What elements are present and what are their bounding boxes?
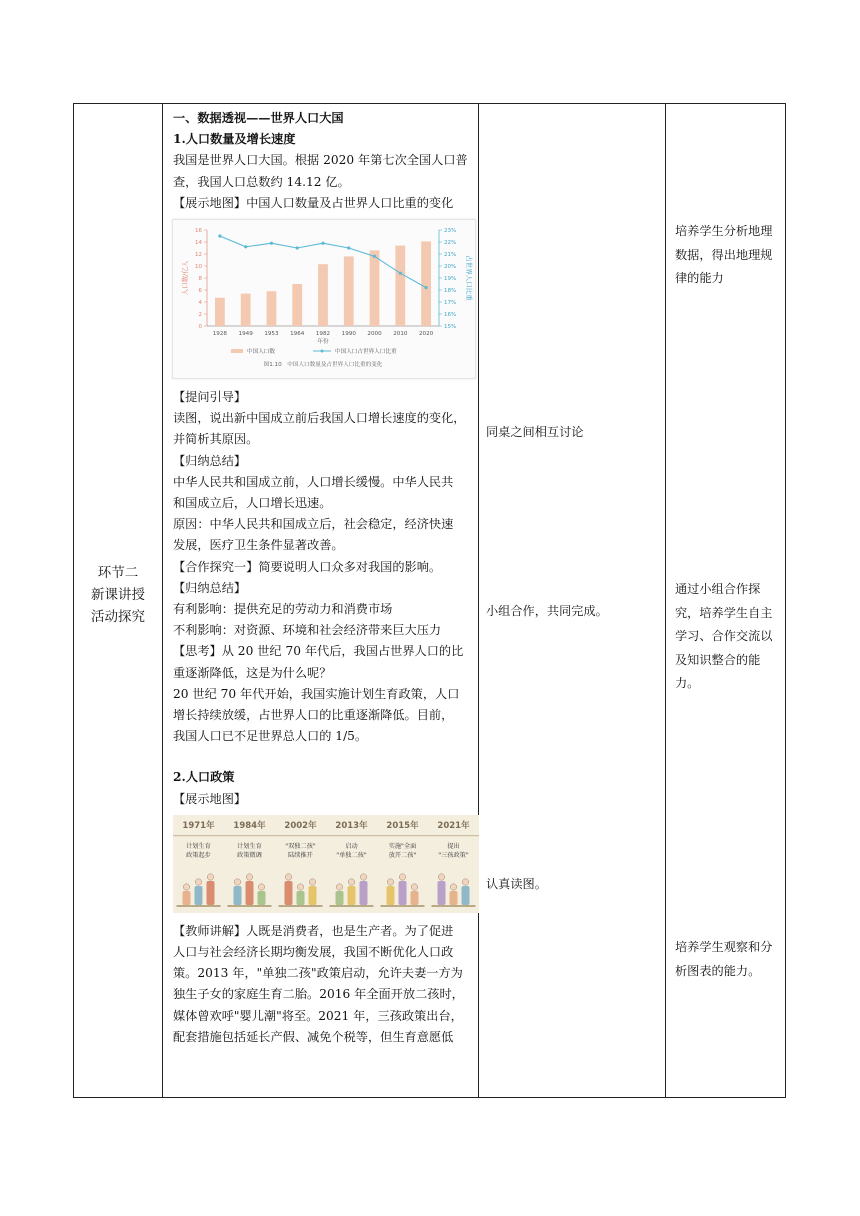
column-divider [162,104,163,1097]
illustration-person-head [195,879,201,885]
line-point [270,242,273,245]
timeline-label: "单独二孩" [336,851,367,859]
line-point [347,246,350,249]
question-line: 读图，说出新中国成立前后我国人口增长速度的变化， [173,411,466,426]
illustration-person-head [411,884,417,890]
illustration-person-head [462,879,468,885]
illustration-person-body [462,886,470,905]
y2-tick-label: 23% [444,228,457,235]
timeline-label: 实施"全面 [388,842,417,850]
illustration-person-body [297,891,305,905]
line-point [425,286,428,289]
y-tick-label: 12 [195,252,202,259]
legend-swatch-bars [231,349,243,353]
illustration-person-head [309,879,315,885]
illustration-person-body [360,881,368,905]
think-text: 从 20 世纪 70 年代后，我国占世界人口的比 [221,644,464,659]
student-activity: 认真读图。 [486,877,547,891]
timeline-label: 政策起步 [186,851,211,859]
y-tick-label: 2 [198,312,202,319]
timeline-label: 计划生育 [237,842,262,850]
bar [292,284,302,326]
column-divider [478,104,479,1097]
timeline-year: 2015年 [386,820,419,831]
timeline-rule [173,835,479,836]
bar [370,250,380,326]
summary-line: 中华人民共和国成立前，人口增长缓慢。中华人民共 [173,474,454,489]
y2-tick-label: 20% [444,264,457,271]
illustration-ground [432,905,476,907]
y-tick-label: 6 [198,288,202,295]
answer-line: 20 世纪 70 年代开始，我国实施计划生育政策，人口 [173,686,460,701]
show-map-label: 【展示地图】中国人口数量及占世界人口比重的变化 [173,195,454,210]
show-map-label: 【展示地图】 [173,791,247,806]
teacher-line: 策。2013 年，"单独二孩"政策启动，允许夫妻一方为 [173,966,463,981]
illustration-person-body [387,886,395,905]
illustration-person-head [297,884,303,890]
illustration-person-head [285,874,291,880]
bar [395,246,405,326]
y-tick-label: 14 [195,240,202,247]
illustration-person-body [246,881,254,905]
timeline-background [173,815,479,913]
illustration-person-body [309,886,317,905]
line-point [373,255,376,258]
illustration-ground [330,905,374,907]
timeline-label: "双独二孩" [285,842,316,850]
illustration-person-body [438,881,446,905]
legend-swatch-point [321,350,324,353]
illustration-person-body [399,881,407,905]
illustration-ground [177,905,221,907]
illustration-person-body [207,881,215,905]
timeline-year: 1971年 [182,820,215,831]
illustration-person-head [348,879,354,885]
illustration-person-head [336,884,342,890]
y2-tick-label: 17% [444,300,457,307]
timeline-year: 1984年 [233,820,266,831]
line-point [296,246,299,249]
line-point [244,245,247,248]
summary-line: 原因：中华人民共和国成立后，社会稳定，经济快速 [173,517,454,532]
illustration-person-body [411,891,419,905]
timeline-year: 2002年 [284,820,317,831]
bar [344,256,354,326]
x-tick-label: 1964 [290,331,305,338]
illustration-person-head [246,874,252,880]
x-tick-label: 1953 [264,331,279,338]
question-label: 【提问引导】 [173,390,247,405]
think-label: 【思考】 [173,644,222,659]
summary-label: 【归纳总结】 [173,580,247,595]
summary-line: 和国成立后，人口增长迅速。 [173,496,332,511]
teacher-line: 配套措施包括延长产假、减免个税等，但生育意愿低 [173,1029,454,1044]
sub-heading: 2.人口政策 [173,770,235,785]
illustration-person-body [183,891,191,905]
x-tick-label: 1949 [238,331,253,338]
policy-timeline [173,815,479,913]
illustration-person-body [348,886,356,905]
teacher-line: 媒体曾欢呼"婴儿潮"将至。2021 年，三孩政策出台， [173,1008,463,1023]
legend-label: 中国人口占世界人口比重 [335,349,397,356]
design-intent: 培养学生分析地理 数据，得出地理规 律的能力 [675,224,773,285]
summary-label: 【归纳总结】 [173,453,247,468]
illustration-person-head [387,879,393,885]
chart-caption: 图1.10 中国人口数量及占世界人口比重的变化 [263,362,383,369]
column-divider [665,104,666,1097]
think-line: 重逐渐降低，这是为什么呢？ [173,665,332,680]
teaching-content [173,108,473,1048]
illustration-person-body [450,891,458,905]
legend-label: 中国人口数 [247,349,275,356]
illustration-person-head [438,874,444,880]
coop-label: 【合作探究一】 [173,559,259,574]
timeline-label: 提出 [447,842,460,850]
timeline-label: 放开二孩" [388,851,417,859]
answer-line: 增长持续放缓，占世界人口的比重逐渐降低。目前， [173,708,454,723]
timeline-year: 2013年 [335,820,368,831]
x-axis-label: 年份 [317,339,329,346]
coop-line [173,557,473,578]
illustration-person-body [336,891,344,905]
x-tick-label: 1928 [212,331,228,338]
coop-text: 简要说明人口众多对我国的影响。 [258,559,442,574]
x-tick-label: 2000 [367,331,382,338]
y2-tick-label: 15% [444,324,457,331]
lesson-plan-table [73,103,786,1098]
y2-tick-label: 21% [444,252,457,259]
y2-axis-label: 占世界人口比重 [465,255,473,301]
bar [267,291,277,326]
y-tick-label: 0 [198,324,202,331]
design-intent: 培养学生观察和分 析图表的能力。 [675,940,773,978]
bar [215,298,225,326]
line-point [399,272,402,275]
population-chart [172,219,476,379]
teacher-label: 【教师讲解】 [173,923,247,938]
bar [421,241,431,326]
x-tick-label: 1982 [315,331,331,338]
illustration-ground [381,905,425,907]
timeline-label: 政策微调 [237,851,262,859]
answer-line: 我国人口已不足世界总人口的 1/5。 [173,729,368,744]
student-activity: 小组合作，共同完成。 [486,604,608,618]
illustration-person-head [207,874,213,880]
y2-tick-label: 22% [444,240,457,247]
teacher-line: 独生子女的家庭生育二胎。2016 年全面开放二孩时， [173,987,464,1002]
illustration-person-head [258,884,264,890]
think-line [173,641,473,662]
summary-line: 不利影响：对资源、环境和社会经济带来巨大压力 [173,623,442,638]
illustration-person-body [285,881,293,905]
question-line: 并简析其原因。 [173,432,259,447]
x-tick-label: 2020 [418,331,434,338]
illustration-person-head [450,884,456,890]
teacher-line: 人口与社会经济长期均衡发展，我国不断优化人口政 [173,945,454,960]
y-tick-label: 10 [195,264,202,271]
summary-line: 有利影响：提供充足的劳动力和消费市场 [173,602,393,617]
y2-tick-label: 18% [444,288,457,295]
illustration-person-body [195,886,203,905]
intro-line: 查，我国人口总数约 14.12 亿。 [173,174,350,189]
intro-line: 我国是世界人口大国。根据 2020 年第七次全国人口普 [173,153,468,168]
x-tick-label: 1990 [341,331,356,338]
student-activity: 同桌之间相互讨论 [486,425,584,439]
summary-line: 发展，医疗卫生条件显著改善。 [173,538,344,553]
y-tick-label: 8 [198,276,202,283]
section-heading: 一、数据透视——世界人口大国 [173,111,344,125]
timeline-label: "三孩政策" [438,851,469,859]
sub-heading: 1.人口数量及增长速度 [173,132,296,147]
illustration-ground [279,905,323,907]
illustration-person-head [234,879,240,885]
y2-tick-label: 16% [444,312,457,319]
design-intent: 通过小组合作探 究，培养学生自主 学习、合作交流以 及知识整合的能 力。 [675,582,773,690]
y2-tick-label: 19% [444,276,457,283]
timeline-label: 启动 [345,842,358,850]
illustration-ground [228,905,272,907]
illustration-person-head [399,874,405,880]
stage-label: 环节二 新课讲授 活动探究 [91,565,145,625]
bar [318,264,328,326]
illustration-person-head [360,874,366,880]
timeline-year: 2021年 [437,820,470,831]
y-tick-label: 16 [195,228,202,235]
line-point [218,234,221,237]
y-axis-label: 人口数/亿人 [181,260,189,296]
timeline-label: 计划生育 [186,842,211,850]
illustration-person-body [234,886,242,905]
illustration-person-body [258,891,266,905]
bar [241,294,251,326]
x-tick-label: 2010 [393,331,408,338]
teacher-line: 【教师讲解】人既是消费者，也是生产者。为了促进 [173,923,454,938]
illustration-person-head [183,884,189,890]
y-tick-label: 4 [198,300,202,307]
line-point [321,242,324,245]
timeline-label: 陆续推开 [288,851,313,859]
